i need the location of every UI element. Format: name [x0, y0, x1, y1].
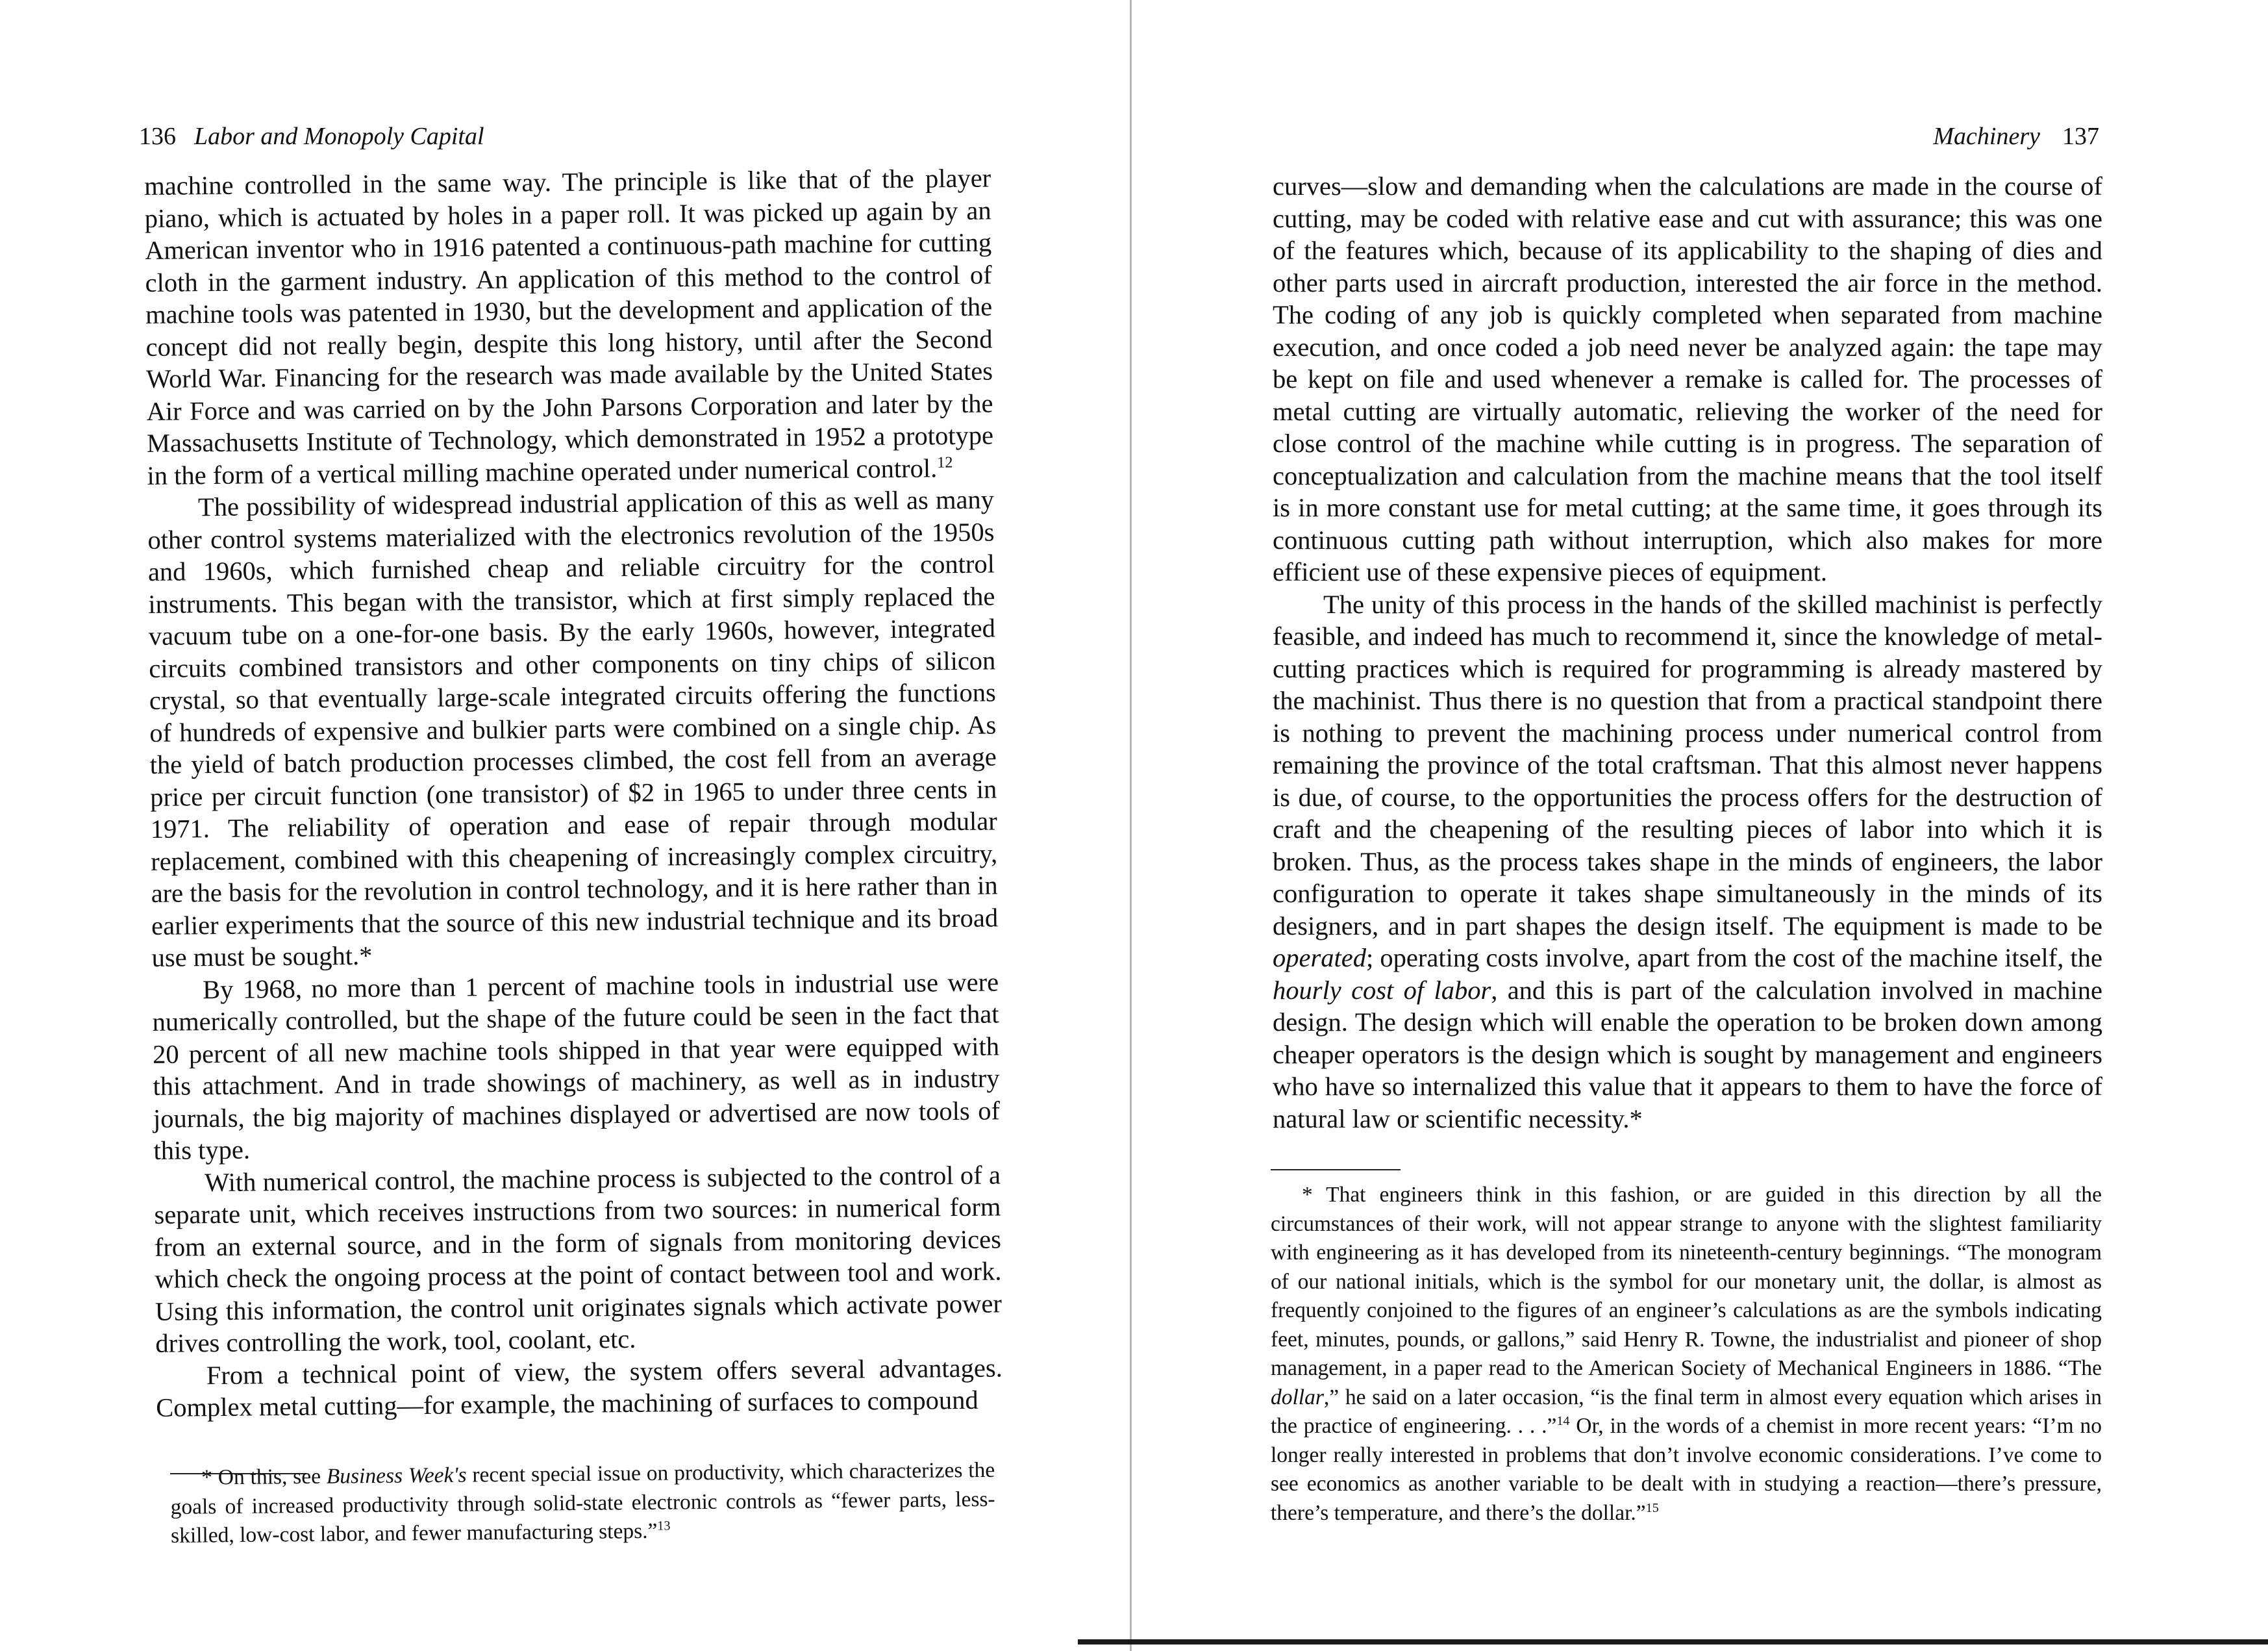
- left-footnote: * On this, see Business Week's recent special issue on productivity, which characterizes the goals of increased productivity through solid-state electronic controls as “fewer parts, less-skilled, low-cost labor, and fewer manufacturing steps.”$^{13}$: [170, 1457, 995, 1548]
- left-page-number: 136: [139, 123, 176, 150]
- note-ref-14: 14: [1556, 1413, 1570, 1428]
- note-ref-15: 15: [1645, 1500, 1659, 1515]
- left-paragraph-4: With numerical control, the machine process is subjected to the control of a separate unit, which receives instructions from two sources: in numerical form from an external source, and in the form of signals from monitoring devices which check the ongoing process at the point of contact between tool and work. Using this information, the control unit originates signals which activate power drives controlling the work, tool, coolant, etc.: [154, 1159, 1003, 1358]
- left-running-title: Labor and Monopoly Capital: [194, 123, 484, 150]
- right-page: [1133, 0, 2268, 1651]
- left-page: [0, 0, 1133, 1651]
- note-ref-13: 13: [657, 1519, 671, 1533]
- footnote-source-title: Business Week's: [326, 1463, 467, 1489]
- right-paragraph-1: curves—slow and demanding when the calculations are made in the course of cutting, may be coded with relative ease and cut with assurance; this was one of the features which, because of its applicability to the shaping of dies and other parts used in aircraft production, interested the air force in the method. The coding of any job is quickly completed when separated from machine execution, and once coded a job need never be analyzed again: the tape may be kept on file and used whenever a remake is called for. The processes of metal cutting are virtually automatic, relieving the worker of the need for close control of the machine while cutting is in progress. The separation of conceptualization and calculation from the machine means that the tool itself is in more constant use for metal cutting; at the same time, it goes through its continuous cutting path without interruption, which also makes for more efficient use of these expensive pieces of equipment.: [1273, 171, 2102, 586]
- right-running-head: [1933, 118, 2099, 155]
- left-running-head: [139, 118, 484, 155]
- left-paragraph-1: machine controlled in the same way. The principle is like that of the player piano, which is actuated by holes in a paper roll. It was picked up again by an American inventor who in 1916 patented a continuous-path machine for cutting cloth in the garment industry. An application of this method to the control of machine tools was patented in 1930, but the development and application of the concept did not really begin, despite this long history, until after the Second World War. Financing for the research was made available by the United States Air Force and was carried on by the John Parsons Corporation and later by the Massachusetts Institute of Technology, which demonstrated in 1952 a prototype in the form of a vertical milling machine operated under numerical control.$^{12}$: [144, 163, 994, 490]
- left-paragraph-3: By 1968, no more than 1 percent of machine tools in industrial use were numerically controlled, but the shape of the future could be seen in the fact that 20 percent of all new machine tools shipped in that year were equipped with this attachment. And in trade showings of machinery, as well as in industry journals, the big majority of machines displayed or advertised are now tools of this type.: [152, 966, 1001, 1165]
- left-paragraph-5: From a technical point of view, the system offers several advantages. Complex metal cutting—for example, the machining of surfaces to compound: [156, 1352, 1003, 1422]
- right-footnote-rule: [1271, 1169, 1401, 1170]
- right-running-title: Machinery: [1933, 123, 2040, 150]
- right-page-number: 137: [2062, 123, 2099, 150]
- right-footnote: * That engineers think in this fashion, or are guided in this direction by all the circumstances of their work, will not appear strange to anyone with the slightest familiarity with engineering as it has developed from its nineteenth-century beginnings. “The monogram of our national initials, which is the symbol for our monetary unit, the dollar, is almost as frequently conjoined to the figures of an engineer’s calculations as are the symbols indicating feet, minutes, pounds, or gallons,” said Henry R. Towne, the industrialist and pioneer of shop management, in a paper read to the American Society of Mechanical Engineers in 1886. “The dollar,” he said on a later occasion, “is the final term in almost every equation which arises in the practice of engineering. . . .”$^{14}$ Or, in the words of a chemist in more recent years: “I’m no longer really interested in problems that don’t involve economic considerations. I’ve come to see economics as another variable to be dealt with in studying a reaction—there’s pressure, there’s temperature, and there’s the dollar.”$^{15}$: [1271, 1183, 2102, 1525]
- right-body-text: [1273, 170, 2102, 1135]
- left-body-text: [144, 162, 1003, 1424]
- right-paragraph-2: The unity of this process in the hands of the skilled machinist is perfectly feasible, and indeed has much to recommend it, since the knowledge of metal-cutting practices which is required for programming is already mastered by the machinist. Thus there is no question that from a practical standpoint there is nothing to prevent the machining process under numerical control from remaining the province of the total craftsman. That this almost never happens is due, of course, to the opportunities the process offers for the destruction of craft and the cheapening of the resulting pieces of labor into which it is broken. Thus, as the process takes shape in the minds of engineers, the labor configuration to operate it takes shape simultaneously in the minds of its designers, and in part shapes the design itself. The equipment is made to be operated; operating costs involve, apart from the cost of the machine itself, the hourly cost of labor, and this is part of the calculation involved in machine design. The design which will enable the operation to be broken down among cheaper operators is the design which is sought by management and engineers who have so internalized this value that it appears to them to have the force of natural law or scientific necessity.*: [1273, 589, 2102, 1133]
- left-paragraph-2: The possibility of widespread industrial application of this as well as many other control systems materialized with the electronics revolution of the 1950s and 1960s, which furnished cheap and reliable circuitry for the control instruments. This began with the transistor, which at first simply replaced the vacuum tube on a one-for-one basis. By the early 1960s, however, integrated circuits combined transistors and other components on tiny chips of silicon crystal, so that eventually large-scale integrated circuits offering the functions of hundreds of expensive and bulkier parts were combined on a single chip. As the yield of batch production processes climbed, the cost fell from an average price per circuit function (one transistor) of $2 in 1965 to under three cents in 1971. The reliability of operation and ease of repair through modular replacement, combined with this cheapening of increasingly complex circuitry, are the basis for the revolution in control technology, and it is here rather than in earlier experiments that the source of this new industrial technique and its broad use must be sought.*: [147, 485, 999, 972]
- note-ref-12: 12: [937, 453, 953, 472]
